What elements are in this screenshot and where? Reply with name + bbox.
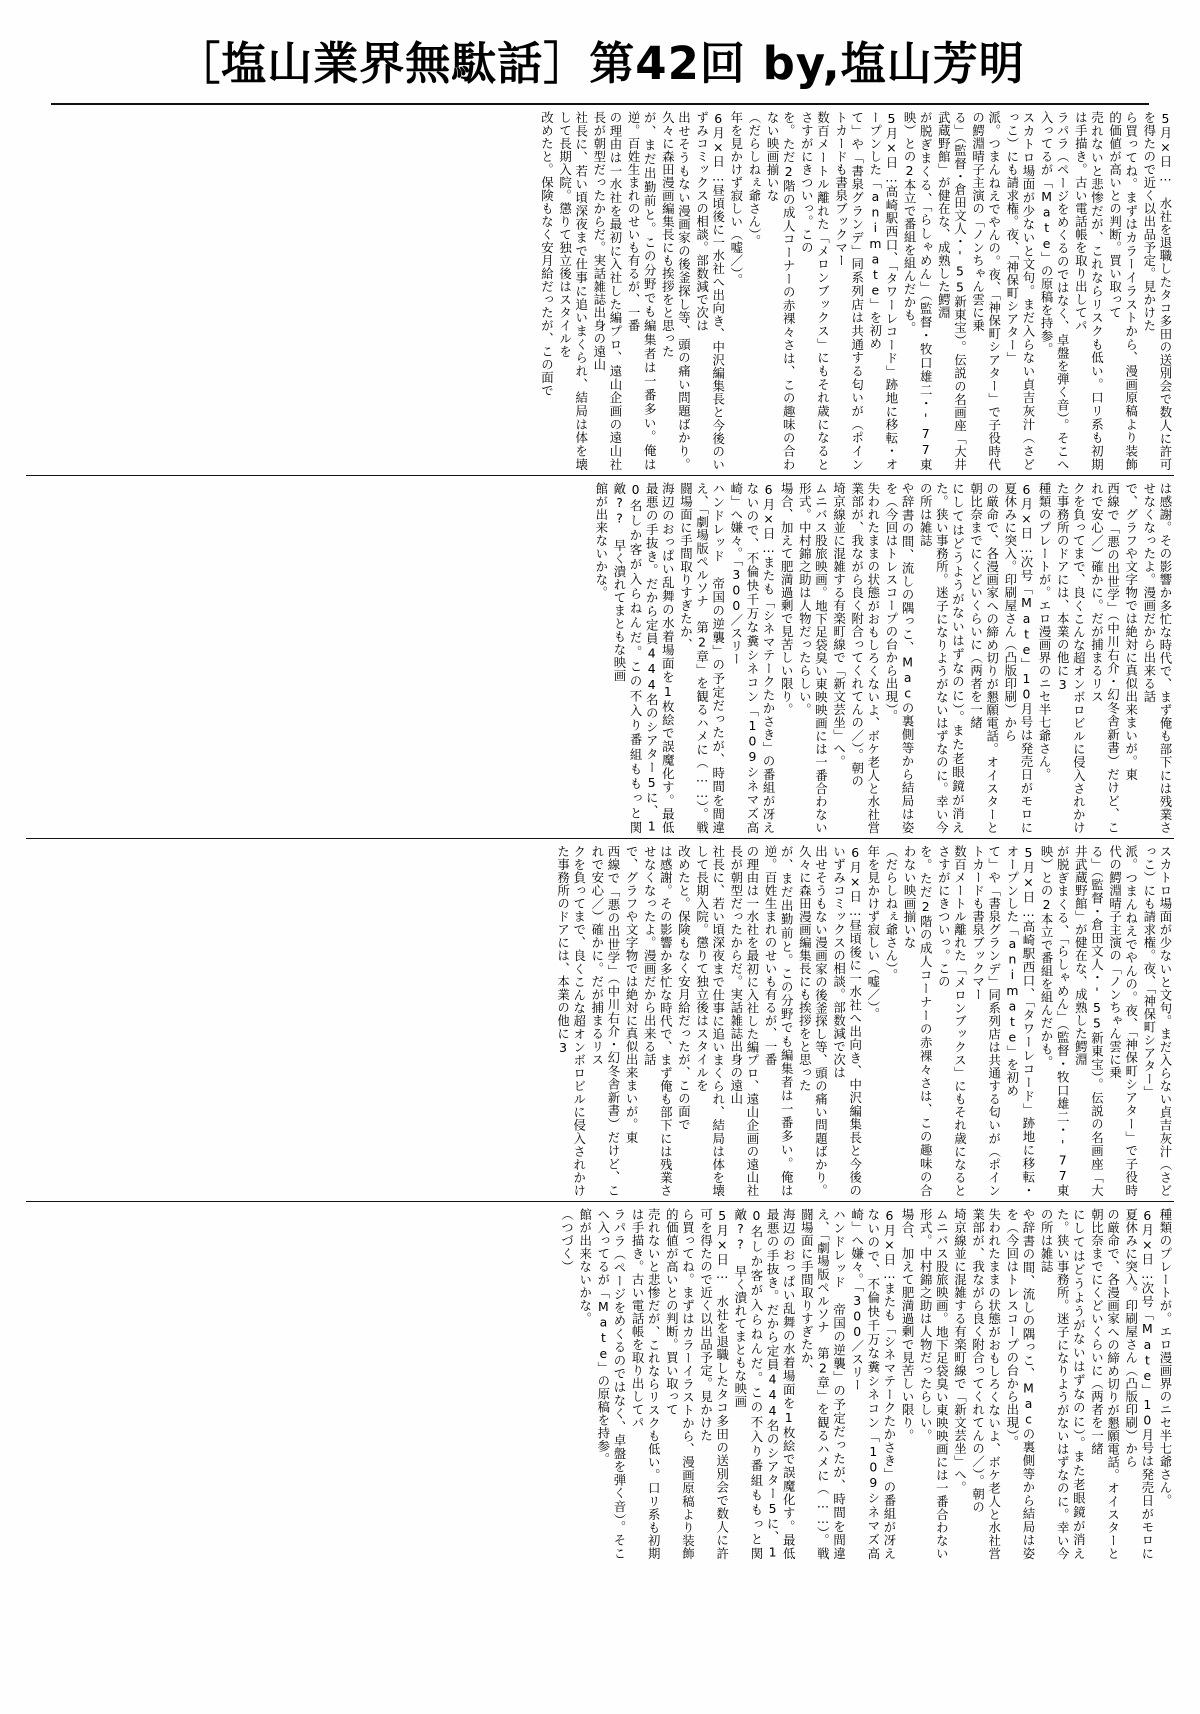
text-column: クを負ってまで、良くこんな超オンボロビルに侵入されかけた事務所のドアには、本業の他に3 bbox=[555, 845, 587, 1198]
text-column: 種類のプレートが。エロ漫画界のニセ半七爺さん。 bbox=[1158, 1208, 1173, 1508]
text-column: は感謝。その影響か多忙な時代で、まず俺も部下には残業させなくなったよ。漫画だから出来る話 bbox=[1141, 482, 1173, 835]
text-column: 6月×日…またも「シネマテークたかさき」の番組が冴えないので、不倫快千万な糞シネコン「109シネマズ高崎」へ嫌々。「300／スリー bbox=[849, 1208, 897, 1561]
text-column: ラパラ（ページをめくるのではなく、卓盤を弾く音）。そこへ入ってるが「Mate」の原稿を持参。 bbox=[1039, 111, 1071, 472]
text-column: ムニバス股旅映画。地下足袋臭い東映映画には一番合わない形式。中村錦之助は人物だったらしい。 bbox=[797, 482, 829, 835]
text-column: 社長に、若い頃深夜まで仕事に追いまくられ、結局は体を壊して長期入院。懲りて独立後はスタイルを bbox=[557, 111, 589, 472]
text-column: 5月×日… 水社を退職したタコ多田の送別会で数人に許可を得たので近く以出品予定。見かけた bbox=[698, 1208, 730, 1561]
text-column: の理由は一水社を最初に入社した編プロ、遠山企画の遠山社長が朝型だったからだ。実話雑誌出身の遠山 bbox=[591, 111, 623, 472]
page-title bbox=[26, 37, 1174, 90]
text-column: る」（監督・倉田文人・'55新東宝）。伝説の名画座「大井武蔵野館」が健在な、成熟した鰐淵 bbox=[1073, 845, 1105, 1198]
text-column: 海辺のおっぱい乱舞の水着場面を1枚絵で誤魔化す。最低最悪の手抜き。だから定員444名のシアター5に、10名しか客が入らねんだ。この不入り番組ももっと関敵?? 早く潰れてまともな映画 bbox=[732, 1208, 797, 1561]
text-column: 館が出来ないかな。 bbox=[593, 482, 609, 600]
text-column: 館が出来ないかな。 bbox=[577, 1208, 593, 1326]
continue-note: （つづく） bbox=[559, 1208, 575, 1274]
text-column: を。ただ2階の成人コーナーの赤裸々さは、この趣味の合わない映画揃いな bbox=[902, 845, 934, 1198]
text-column: 派。つまんねえでやんの。夜、「神保町シアター」で子役時代の鰐淵晴子主演の「ノンちゃん雲に乗 bbox=[1107, 845, 1139, 1198]
text-column: の厳命で、各漫画家への締め切りが懇願電話。オイスターと朝比奈までにくどいくらいに（两者を一緒 bbox=[1089, 1208, 1121, 1561]
text-column: 6月×日…昼頃後に一水社へ出向き、中沢編集長と今後のいずみコミックスの相談。部数減で次は bbox=[694, 111, 726, 472]
text-band-4 bbox=[26, 1202, 1174, 1564]
text-column: 売れないと悲惨だが、これならリスクも低い。口リ系も初期は手描き。古い電話帳を取り出してパ bbox=[630, 1208, 662, 1561]
text-column: 埼京線並に混雑する有楽町線で「新文芸坐」へ。 bbox=[831, 482, 847, 769]
text-column: を。ただ2階の成人コーナーの赤裸々さは、この趣味の合わない映画揃いな bbox=[765, 111, 797, 472]
text-column: ハンドレッド 帝国の逆襲」の予定だったが、時間を間違え、「劇場版ペルソナ 第2章」を観るハメに（……）。戦闘場面に手間取りすぎたか、 bbox=[799, 1208, 847, 1561]
text-column: で、グラフや文字物では絶対に真似出来まいが。東 bbox=[624, 845, 640, 1145]
text-column: 西線で「悪の出世学」（中川右介・幻冬舎新書）だけど、これで安心／）確かに。だが捕まるリス bbox=[589, 845, 621, 1198]
text-column: 出せそうもない漫画家の後釜探し等、頭の痛い問題ばかり。久々に森田漫画編集長にも挨拶をと思った bbox=[797, 845, 829, 1198]
text-column: の厳命で、各漫画家への締め切りが懇願電話。オイスターと朝比奈までにくどいくらいに（两者を一緒 bbox=[968, 482, 1000, 835]
text-column: 数百メートル離れた「メロンブックス」にもそれ歳になるとさすがにきついっ。この bbox=[799, 111, 831, 472]
text-column: が、まだ出勤前と。この分野でも編集者は一番多い。俺は逆。百姓生まれのせいも有るが、一番 bbox=[626, 111, 658, 472]
text-column: や辞書の間、流しの隅っこ、Macの裏側等から結局は姿を（今回はトレスコープの台から出現）。 bbox=[884, 482, 916, 835]
text-column: や辞書の間、流しの隅っこ、Macの裏側等から結局は姿を（今回はトレスコープの台から出現）。 bbox=[1004, 1208, 1036, 1561]
text-column: て」や「書泉グランデ」同系列店は共通する匂いが（ポイントカードも書泉ブックマー bbox=[970, 845, 1002, 1198]
text-column: が脱ぎまくる、「らしゃめん」（監督・牧口雄二・'77東映）との2本立で番組を組んだかも。 bbox=[902, 111, 934, 472]
text-column: が脱ぎまくる、「らしゃめん」（監督・牧口雄二・'77東映）との2本立で番組を組んだかも。 bbox=[1039, 845, 1071, 1198]
text-column: 6月×日…次号「Mate」10月号は発売日がモロに夏休みに突入。印刷屋さん（凸版印刷）から bbox=[1123, 1208, 1155, 1561]
text-column: が、まだ出勤前と。この分野でも編集者は一番多い。俺は逆。百姓生まれのせいも有るが、一番 bbox=[763, 845, 795, 1198]
text-column: で、グラフや文字物では絶対に真似出来まいが。東 bbox=[1123, 482, 1139, 782]
text-column: にしてはどうようがないはずなのに）。また老眼鏡が消えた。狭い事務所。迷子になりようがないはずなのに。幸い今の所は雑誌 bbox=[918, 482, 966, 835]
text-column: 6月×日…またも「シネマテークたかさき」の番組が冴えないので、不倫快千万な糞シネコン「109シネマズ高崎」へ嫌々。「300／スリー bbox=[728, 482, 777, 835]
text-column: は感謝。その影響か多忙な時代で、まず俺も部下には残業させなくなったよ。漫画だから出来る話 bbox=[642, 845, 674, 1198]
text-band-3 bbox=[26, 839, 1174, 1202]
text-column: （だらしねぇ爺さん）。 bbox=[884, 845, 899, 983]
text-column: ら買ってね。まずはカラーイラストから、漫画原稿より装飾的価値が高いとの判断。買い取って bbox=[1107, 111, 1139, 472]
text-column: る」（監督・倉田文人・'55新東宝）。伝説の名画座「大井武蔵野館」が健在な、成熟した鰐淵 bbox=[936, 111, 968, 472]
text-column: クを負ってまで、良くこんな超オンボロビルに侵入されかけた事務所のドアには、本業の他に3 bbox=[1055, 482, 1087, 835]
text-column: 失われたままの状態がおもしろくないよ、ボケ老人と水社営業部が、我ながら良く附合ってくれてんの／）。朝の bbox=[849, 482, 881, 835]
text-column: 6月×日…昼頃後に一水社へ出向き、中沢編集長と今後のいずみコミックスの相談。部数減で次は bbox=[831, 845, 863, 1198]
text-column: 海辺のおっぱい乱舞の水着場面を1枚絵で誤魔化す。最低最悪の手抜き。だから定員444名のシアター5に、10名しか客が入らねんだ。この不入り番組ももっと関敵?? 早く潰れてまともな映画 bbox=[612, 482, 676, 835]
text-column: 出せそうもない漫画家の後釜探し等、頭の痛い問題ばかり。久々に森田漫画編集長にも挨拶をと思った bbox=[660, 111, 692, 472]
text-column: 改めたと。保険もなく安月給だったが、この面で bbox=[539, 111, 555, 398]
text-column: 改めたと。保険もなく安月給だったが、この面で bbox=[676, 845, 692, 1132]
text-column: の理由は一水社を最初に入社した編プロ、遠山企画の遠山社長が朝型だったからだ。実話雑誌出身の遠山 bbox=[728, 845, 760, 1198]
text-column: スカトロ場面が少ないと文句。まだ入らない貞吉灰汁（さどっこ）にも請求権。夜、「神保町シアター」 bbox=[1004, 111, 1036, 472]
text-band-1 bbox=[26, 105, 1174, 476]
text-column: 5月×日… 水社を退職したタコ多田の送別会で数人に許可を得たので近く以出品予定。見かけた bbox=[1141, 111, 1173, 472]
text-column: 派。つまんねえでやんの。夜、「神保町シアター」で子役時代の鰐淵晴子主演の「ノンちゃん雲に乗 bbox=[970, 111, 1002, 472]
text-column: ラパラ（ページをめくるのではなく、卓盤を弾く音）。そこへ入ってるが「Mate」の原稿を持参。 bbox=[595, 1208, 627, 1561]
text-column: 種類のプレートが。エロ漫画界のニセ半七爺さん。 bbox=[1037, 482, 1053, 782]
text-column: 5月×日…高崎駅西口、「タワーレコード」跡地に移転・オープンした「animate」を初め bbox=[867, 111, 899, 472]
text-column: （だらしねぇ爺さん）。 bbox=[747, 111, 762, 249]
text-column: 西線で「悪の出世学」（中川右介・幻冬舎新書）だけど、これで安心／）確かに。だが捕まるリス bbox=[1089, 482, 1121, 835]
text-column: 埼京線並に混雑する有楽町線で「新文芸坐」へ。 bbox=[952, 1208, 968, 1495]
text-column: 5月×日…高崎駅西口、「タワーレコード」跡地に移転・オープンした「animate」を初め bbox=[1004, 845, 1036, 1198]
text-column: 6月×日…次号「Mate」10月号は発売日がモロに夏休みに突入。印刷屋さん（凸版印刷）から bbox=[1002, 482, 1034, 835]
text-column: 場合、加えて肥満過剰で見苦しい限り。 bbox=[900, 1208, 916, 1443]
text-column: 数百メートル離れた「メロンブックス」にもそれ歳になるとさすがにきついっ。この bbox=[936, 845, 968, 1198]
text-column: ら買ってね。まずはカラーイラストから、漫画原稿より装飾的価値が高いとの判断。買い取って bbox=[664, 1208, 696, 1561]
text-column: 社長に、若い頃深夜まで仕事に追いまくられ、結局は体を壊して長期入院。懲りて独立後はスタイルを bbox=[694, 845, 726, 1198]
page-title-text: ［塩山業界無駄話］第42回 by,塩山芳明 bbox=[175, 37, 1025, 90]
text-column: 失われたままの状態がおもしろくないよ、ボケ老人と水社営業部が、我ながら良く附合ってくれてんの／）。朝の bbox=[970, 1208, 1002, 1561]
text-column: て」や「書泉グランデ」同系列店は共通する匂いが（ポイントカードも書泉ブックマー bbox=[833, 111, 865, 472]
text-column: 年を見かけず寂しい（嘘／）。 bbox=[865, 845, 881, 1022]
text-column: 売れないと悲惨だが、これならリスクも低い。口リ系も初期は手描き。古い電話帳を取り出してパ bbox=[1073, 111, 1105, 472]
text-band-2 bbox=[26, 476, 1174, 839]
text-column: 場合、加えて肥満過剰で見苦しい限り。 bbox=[779, 482, 795, 717]
text-column: ハンドレッド 帝国の逆襲」の予定だったが、時間を間違え、「劇場版ペルソナ 第2章」を観るハメに（……）。戦闘場面に手間取りすぎたか、 bbox=[678, 482, 726, 835]
text-column: にしてはどうようがないはずなのに）。また老眼鏡が消えた。狭い事務所。迷子になりようがないはずなのに。幸い今の所は雑誌 bbox=[1039, 1208, 1087, 1561]
text-column: ムニバス股旅映画。地下足袋臭い東映映画には一番合わない形式。中村錦之助は人物だったらしい。 bbox=[918, 1208, 950, 1561]
text-column: 年を見かけず寂しい（嘘／）。 bbox=[728, 111, 744, 288]
text-column: スカトロ場面が少ないと文句。まだ入らない貞吉灰汁（さどっこ）にも請求権。夜、「神保町シアター」 bbox=[1141, 845, 1173, 1198]
